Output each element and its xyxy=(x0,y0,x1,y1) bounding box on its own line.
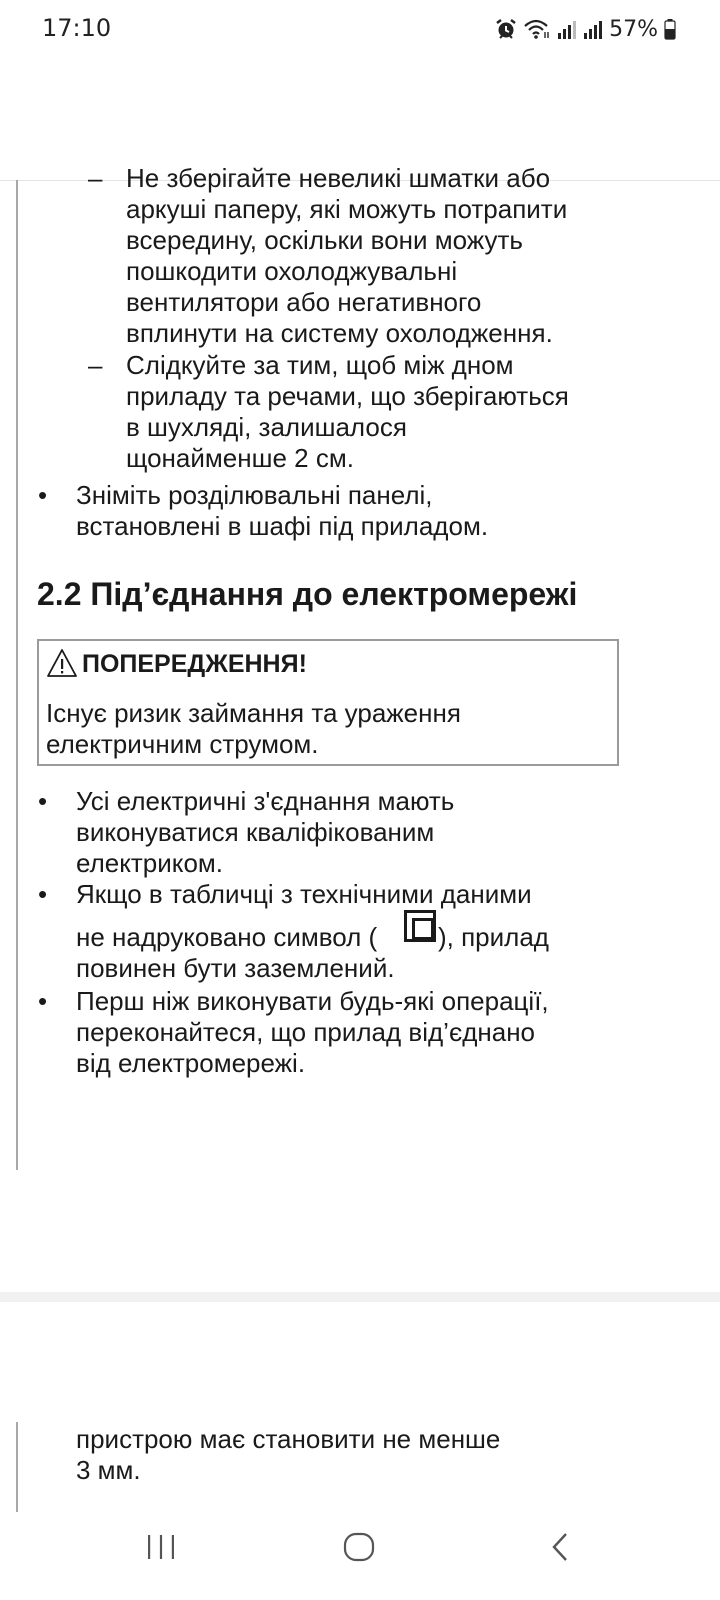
page-left-border xyxy=(16,1422,18,1512)
list-item-line: повинен бути заземлений. xyxy=(76,953,395,983)
list-item-line: пристрою має становити не менше xyxy=(76,1424,501,1454)
list-item-line: приладу та речами, що зберігаються xyxy=(126,381,569,411)
list-item-line: Не зберігайте невеликі шматки або xyxy=(126,163,551,193)
page-left-border xyxy=(16,180,18,1170)
list-item-line: ), прилад xyxy=(438,922,549,952)
warning-triangle-icon xyxy=(46,648,78,678)
list-dash: – xyxy=(88,163,103,193)
list-item-line: аркуші паперу, які можуть потрапити xyxy=(126,194,568,224)
alarm-icon xyxy=(495,18,517,40)
list-item-line: не надруковано символ ( xyxy=(76,922,378,952)
list-item-line: вплинути на систему охолодження. xyxy=(126,318,553,348)
warning-text-line: електричним струмом. xyxy=(46,729,319,759)
list-item-line: Перш ніж виконувати будь-які операції, xyxy=(76,986,549,1016)
status-time: 17:10 xyxy=(42,14,112,42)
document-page[interactable] xyxy=(0,1302,720,1512)
page-separator xyxy=(0,1292,720,1302)
battery-icon xyxy=(664,18,676,40)
status-icons xyxy=(495,14,676,44)
recents-icon[interactable] xyxy=(144,1530,178,1564)
list-item-line: Зніміть розділювальні панелі, xyxy=(76,480,433,510)
warning-text-line: Існує ризик займання та ураження xyxy=(46,698,461,728)
list-item-line: встановлені в шафі під приладом. xyxy=(76,511,489,541)
navigation-bar xyxy=(0,1512,720,1600)
section-heading: 2.2 Під’єднання до електромережі xyxy=(37,576,578,612)
document-page[interactable] xyxy=(0,163,720,1170)
list-item-line: вентилятори або негативного xyxy=(126,287,482,317)
list-item-line: пошкодити охолоджувальні xyxy=(126,256,458,286)
signal-icon xyxy=(557,18,577,40)
list-item-line: Усі електричні з'єднання мають xyxy=(76,786,455,816)
list-dash: – xyxy=(88,350,103,380)
list-bullet: • xyxy=(38,786,48,816)
class-ii-symbol-icon xyxy=(404,910,436,942)
signal-icon xyxy=(583,18,603,40)
list-item-line: Якщо в табличці з технічними даними xyxy=(76,879,532,909)
list-bullet: • xyxy=(38,986,48,1016)
list-item-line: всередину, оскільки вони можуть xyxy=(126,225,523,255)
list-item-line: в шухляді, залишалося xyxy=(126,412,407,442)
status-bar xyxy=(0,0,720,60)
wifi-icon xyxy=(523,18,551,40)
list-item-line: щонайменше 2 см. xyxy=(126,443,354,473)
list-item-line: електриком. xyxy=(76,848,224,878)
list-item-line: виконуватися кваліфікованим xyxy=(76,817,435,847)
list-item-line: Слідкуйте за тим, щоб між дном xyxy=(126,350,514,380)
list-bullet: • xyxy=(38,480,48,510)
list-bullet: • xyxy=(38,879,48,909)
battery-percent: 57% xyxy=(609,16,658,42)
list-item-line: 3 мм. xyxy=(76,1455,141,1485)
back-icon[interactable] xyxy=(544,1530,578,1564)
list-item-line: переконайтеся, що прилад від’єднано xyxy=(76,1017,536,1047)
home-icon[interactable] xyxy=(342,1530,376,1564)
list-item-line: від електромережі. xyxy=(76,1048,306,1078)
warning-title: ПОПЕРЕДЖЕННЯ! xyxy=(82,650,307,678)
